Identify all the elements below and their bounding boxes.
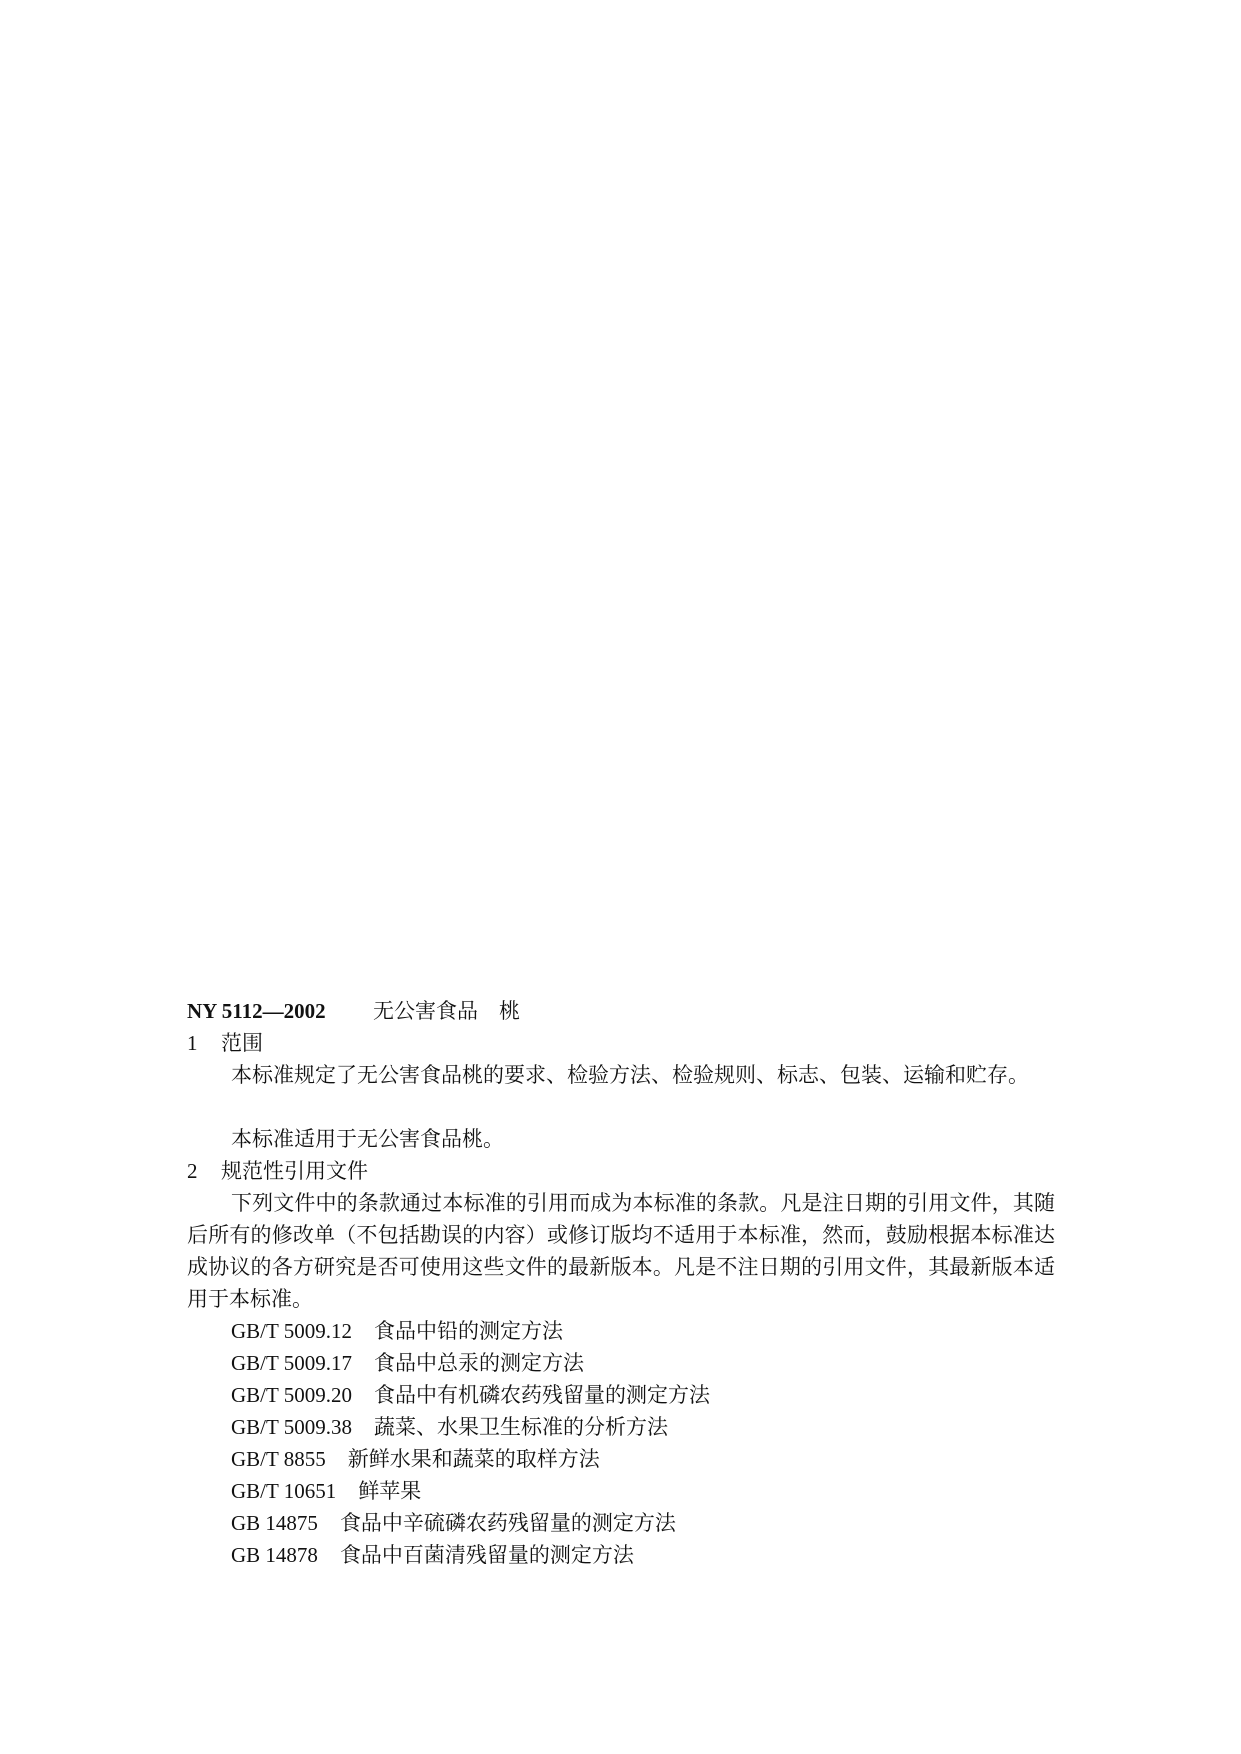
reference-item	[187, 1443, 1055, 1475]
reference-item	[187, 1347, 1055, 1379]
reference-item	[187, 1507, 1055, 1539]
section-number: 1	[187, 1031, 198, 1055]
standard-title: 无公害食品 桃	[373, 999, 520, 1023]
section-number: 2	[187, 1159, 198, 1183]
section-heading-text: 范围	[221, 1031, 263, 1055]
reference-name: 新鲜水果和蔬菜的取样方法	[347, 1447, 600, 1471]
reference-list	[187, 1315, 1055, 1571]
standard-code: NY 5112—2002	[187, 999, 326, 1023]
reference-item	[187, 1315, 1055, 1347]
document-body	[187, 995, 1055, 1571]
reference-code: GB/T 10651	[231, 1479, 337, 1503]
blank-line	[187, 1091, 1055, 1123]
reference-code: GB 14878	[231, 1543, 318, 1567]
scope-paragraph-1: 本标准规定了无公害食品桃的要求、检验方法、检验规则、标志、包装、运输和贮存。	[231, 1063, 1029, 1087]
reference-code: GB/T 8855	[231, 1447, 326, 1471]
reference-code: GB 14875	[231, 1511, 318, 1535]
reference-name: 蔬菜、水果卫生标准的分析方法	[373, 1415, 668, 1439]
reference-name: 鲜苹果	[358, 1479, 422, 1503]
document-title	[187, 995, 1055, 1027]
reference-code: GB/T 5009.20	[231, 1383, 352, 1407]
reference-code: GB/T 5009.38	[231, 1415, 352, 1439]
reference-name: 食品中辛硫磷农药残留量的测定方法	[339, 1511, 676, 1535]
reference-item	[187, 1411, 1055, 1443]
reference-code: GB/T 5009.12	[231, 1319, 352, 1343]
scope-paragraph-2: 本标准适用于无公害食品桃。	[231, 1127, 504, 1151]
reference-name: 食品中有机磷农药残留量的测定方法	[373, 1383, 710, 1407]
reference-name: 食品中总汞的测定方法	[373, 1351, 584, 1375]
section-heading-references	[187, 1155, 1055, 1187]
reference-code: GB/T 5009.17	[231, 1351, 352, 1375]
section-heading-scope	[187, 1027, 1055, 1059]
reference-item	[187, 1539, 1055, 1571]
reference-name: 食品中铅的测定方法	[373, 1319, 563, 1343]
reference-name: 食品中百菌清残留量的测定方法	[339, 1543, 634, 1567]
reference-item	[187, 1379, 1055, 1411]
references-paragraph: 下列文件中的条款通过本标准的引用而成为本标准的条款。凡是注日期的引用文件，其随后所有的修改单（不包括勘误的内容）或修订版均不适用于本标准，然而，鼓励根据本标准达成协议的各方研究是否可使用这些文件的最新版本。凡是不注日期的引用文件，其最新版本适用于本标准。	[187, 1191, 1055, 1311]
section-heading-text: 规范性引用文件	[221, 1159, 368, 1183]
reference-item	[187, 1475, 1055, 1507]
